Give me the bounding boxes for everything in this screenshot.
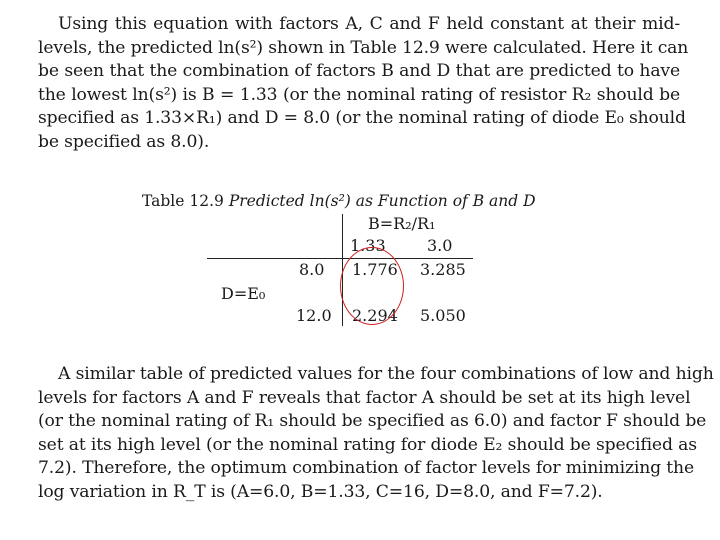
paragraph-line: A similar table of predicted values for the four combinations of low and high bbox=[58, 364, 714, 384]
table-caption-label: Table 12.9 bbox=[142, 192, 224, 210]
row-header: D=E₀ bbox=[221, 284, 266, 303]
column-header: B=R₂/R₁ bbox=[368, 214, 436, 233]
table-rule bbox=[207, 258, 473, 259]
table-cell: 2.294 bbox=[352, 306, 398, 325]
paragraph-line: be specified as 8.0). bbox=[38, 131, 210, 152]
paragraph-line: set at its high level (or the nominal rating for diode E₂ should be specified as bbox=[38, 434, 697, 455]
table-caption bbox=[142, 192, 536, 210]
paragraph-line: levels, the predicted ln(s²) shown in Table 12.9 were calculated. Here it can bbox=[38, 37, 689, 58]
table-cell: 1.776 bbox=[352, 260, 398, 279]
paragraph-line: log variation in R_T is (A=6.0, B=1.33, C=16, D=8.0, and F=7.2). bbox=[38, 481, 603, 502]
table-cell: 5.050 bbox=[420, 306, 466, 325]
paragraph-line: 7.2). Therefore, the optimum combination of factor levels for minimizing the bbox=[38, 458, 695, 479]
paragraph-line: the lowest ln(s²) is B = 1.33 (or the nominal rating of resistor R₂ should be bbox=[38, 84, 680, 105]
paragraph-line: specified as 1.33×R₁) and D = 8.0 (or the nominal rating of diode E₀ should bbox=[38, 108, 686, 129]
paragraph-intro bbox=[38, 13, 689, 155]
paragraph-line: be seen that the combination of factors B and D that are predicted to have bbox=[38, 61, 680, 82]
table-cell: 3.285 bbox=[420, 260, 466, 279]
row-label: 8.0 bbox=[299, 260, 325, 279]
row-label: 12.0 bbox=[296, 306, 332, 325]
highlight-circle bbox=[340, 247, 404, 325]
paragraph-line: (or the nominal rating of R₁ should be specified as 6.0) and factor F should be bbox=[38, 411, 707, 432]
paragraph-line: levels for factors A and F reveals that factor A should be set at its high level bbox=[38, 387, 691, 408]
paragraph-line: Using this equation with factors A, C and F held constant at their mid- bbox=[58, 14, 680, 34]
column-label: 3.0 bbox=[427, 236, 453, 255]
paragraph-conclusion bbox=[38, 363, 714, 505]
column-label: 1.33 bbox=[350, 236, 386, 255]
table-caption-title: Predicted ln(s²) as Function of B and D bbox=[228, 192, 536, 210]
